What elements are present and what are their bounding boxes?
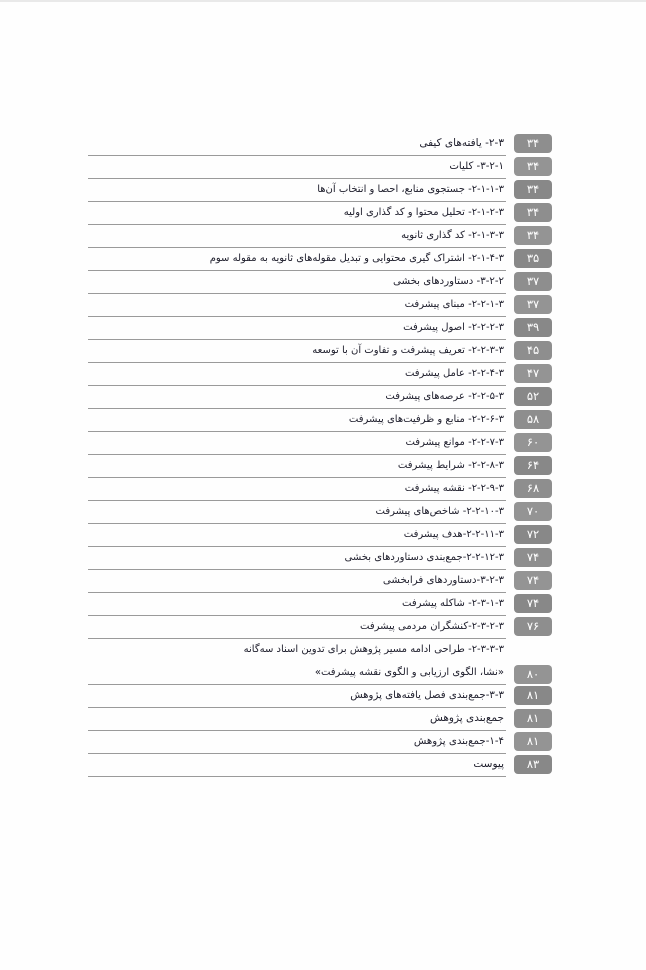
- toc-entry[interactable]: [88, 685, 552, 708]
- toc-entry-title-area: [88, 570, 506, 593]
- toc-entry-title: ۳-۳-جمع‌بندی فصل یافته‌های پژوهش: [88, 685, 506, 708]
- page-number-badge: ۷۰: [514, 502, 552, 521]
- toc-entry[interactable]: [88, 432, 552, 455]
- page-number-badge: ۳۴: [514, 134, 552, 153]
- scan-edge: [0, 0, 646, 2]
- toc-entry-title-area: [88, 340, 506, 363]
- toc-entry-title: ۲-۲-۱۱-۳-هدف پیشرفت: [88, 524, 506, 547]
- toc-entry-title: پیوست: [88, 754, 506, 777]
- toc-entry[interactable]: [88, 179, 552, 202]
- toc-entry-title-area: [88, 317, 506, 340]
- toc-entry[interactable]: [88, 708, 552, 731]
- toc-entry-title: ۲-۳-۱-۳- شاکله پیشرفت: [88, 593, 506, 616]
- page-number-badge: ۴۵: [514, 341, 552, 360]
- toc-entry-title: ۳-۲-۳-دستاوردهای فرابخشی: [88, 570, 506, 593]
- page-number-badge: ۸۳: [514, 755, 552, 774]
- toc-entry-title: ۳-۲-۲- دستاوردهای بخشی: [88, 271, 506, 294]
- page-number-badge: ۳۴: [514, 226, 552, 245]
- toc-entry-title-area: [88, 133, 506, 156]
- toc-entry-title: ۲-۲-۳-۳- تعریف پیشرفت و تفاوت آن با توسعه: [88, 340, 506, 363]
- toc-entry-title-area: [88, 708, 506, 731]
- toc-entry-title-area: [88, 363, 506, 386]
- toc-entry-title: ۲-۲-۱۰-۳- شاخص‌های پیشرفت: [88, 501, 506, 524]
- page-number-badge: ۵۸: [514, 410, 552, 429]
- toc-entry-title: ۲-۲-۲-۳- اصول پیشرفت: [88, 317, 506, 340]
- toc-entry-title-area: [88, 432, 506, 455]
- toc-entry[interactable]: [88, 340, 552, 363]
- toc-entry-title: ۳-۲-۱- کلیات: [88, 156, 506, 179]
- toc-entry[interactable]: [88, 547, 552, 570]
- toc-entry-title-area: [88, 731, 506, 754]
- page-number-badge: ۸۰: [514, 665, 552, 684]
- page-number-badge: ۶۴: [514, 456, 552, 475]
- toc-entry-title: ۱-۴-جمع‌بندی پژوهش: [88, 731, 506, 754]
- toc-entry[interactable]: [88, 225, 552, 248]
- toc-entry-title-area: [88, 754, 506, 777]
- toc-entry-title-area: [88, 616, 506, 639]
- toc-entry-title: ۲-۲-۱-۳- مبنای پیشرفت: [88, 294, 506, 317]
- toc-entry-title: ۲-۲-۵-۳- عرصه‌های پیشرفت: [88, 386, 506, 409]
- toc-entry[interactable]: [88, 524, 552, 547]
- toc-entry[interactable]: [88, 570, 552, 593]
- toc-entry-title-area: [88, 455, 506, 478]
- toc-entry-list: [88, 133, 552, 777]
- toc-entry-title: ۲-۲-۶-۳- منابع و ظرفیت‌های پیشرفت: [88, 409, 506, 432]
- page-number-badge: ۷۲: [514, 525, 552, 544]
- page-number-badge: ۶۸: [514, 479, 552, 498]
- toc-entry[interactable]: [88, 455, 552, 478]
- toc-entry-title: ۲-۲-۹-۳- نقشه پیشرفت: [88, 478, 506, 501]
- toc-entry-title: ۲-۳-۲-۳-کنشگران مردمی پیشرفت: [88, 616, 506, 639]
- toc-entry[interactable]: [88, 731, 552, 754]
- toc-entry-title: ۲-۳-۳-۳- طراحی ادامه مسیر پژوهش برای تدوین اسناد سه‌گانه: [243, 644, 504, 655]
- toc-entry-title: ۲-۲-۷-۳- موانع پیشرفت: [88, 432, 506, 455]
- page-number-badge: ۶۰: [514, 433, 552, 452]
- page-number-badge: ۳۹: [514, 318, 552, 337]
- page-number-badge: ۷۴: [514, 548, 552, 567]
- toc-entry[interactable]: [88, 409, 552, 432]
- toc-entry[interactable]: [88, 294, 552, 317]
- page-number-badge: ۵۲: [514, 387, 552, 406]
- toc-entry-title-area: [88, 593, 506, 616]
- toc-entry[interactable]: [88, 317, 552, 340]
- toc-entry[interactable]: [88, 593, 552, 616]
- page-number-badge: ۷۶: [514, 617, 552, 636]
- toc-entry-title-area: [88, 524, 506, 547]
- toc-entry-title-area: [88, 294, 506, 317]
- toc-entry-title-area: [88, 501, 506, 524]
- page-number-badge: ۸۱: [514, 732, 552, 751]
- page-number-badge: ۷۴: [514, 571, 552, 590]
- toc-entry-title: ۲-۱-۴-۳- اشتراک گیری محتوایی و تبدیل مقوله‌های ثانویه به مقوله سوم: [88, 248, 506, 271]
- page-number-badge: ۳۷: [514, 272, 552, 291]
- toc-entry[interactable]: [88, 386, 552, 409]
- toc-entry-title: ۲-۱-۲-۳- تحلیل محتوا و کد گذاری اولیه: [88, 202, 506, 225]
- toc-entry[interactable]: [88, 501, 552, 524]
- page-number-badge: ۸۱: [514, 686, 552, 705]
- toc-entry-title-area: [88, 156, 506, 179]
- toc-entry[interactable]: [88, 156, 552, 179]
- page-number-badge: ۴۷: [514, 364, 552, 383]
- toc-entry[interactable]: [88, 616, 552, 639]
- page-number-badge: ۳۵: [514, 249, 552, 268]
- page-number-badge: ۳۴: [514, 157, 552, 176]
- toc-entry-title-area: [88, 271, 506, 294]
- toc-entry-title: ۲-۱-۳-۳- کد گذاری ثانویه: [88, 225, 506, 248]
- toc-entry-title: جمع‌بندی پژوهش: [88, 708, 506, 731]
- page-number-badge: ۷۴: [514, 594, 552, 613]
- toc-entry[interactable]: [88, 248, 552, 271]
- toc-entry-title-area: [88, 248, 506, 271]
- toc-entry[interactable]: [88, 754, 552, 777]
- toc-entry[interactable]: [88, 133, 552, 156]
- toc-entry[interactable]: [88, 478, 552, 501]
- toc-entry[interactable]: [88, 202, 552, 225]
- toc-entry-title-area: [88, 478, 506, 501]
- toc-entry-title-area: [88, 685, 506, 708]
- toc-entry[interactable]: [88, 363, 552, 386]
- toc-entry-title: ۲-۲-۸-۳- شرایط پیشرفت: [88, 455, 506, 478]
- toc-entry[interactable]: [88, 639, 552, 685]
- toc-entry-title-continued: «نشا، الگوی ارزیابی و الگوی نقشه پیشرفت»: [88, 662, 506, 685]
- toc-entry-title-area: [88, 202, 506, 225]
- toc-entry-title-area: [88, 179, 506, 202]
- toc-entry-title-area: [88, 386, 506, 409]
- toc-entry-title: ۲-۲-۴-۳- عامل پیشرفت: [88, 363, 506, 386]
- toc-entry-title: ۲-۱-۱-۳- جستجوی منابع، احصا و انتخاب آن‌ها: [88, 179, 506, 202]
- toc-entry-title-area: [88, 225, 506, 248]
- page-number-badge: ۳۴: [514, 203, 552, 222]
- page-number-badge: ۳۴: [514, 180, 552, 199]
- toc-entry-title: ۲-۲-۱۲-۳-جمع‌بندی دستاوردهای بخشی: [88, 547, 506, 570]
- toc-entry-title-area: [88, 639, 506, 685]
- page-number-badge: ۳۷: [514, 295, 552, 314]
- toc-entry-title-area: [88, 547, 506, 570]
- toc-entry-title-area: [88, 409, 506, 432]
- page-number-badge: ۸۱: [514, 709, 552, 728]
- toc-entry[interactable]: [88, 271, 552, 294]
- toc-entry-title: ۲-۳- یافته‌های کیفی: [88, 133, 506, 156]
